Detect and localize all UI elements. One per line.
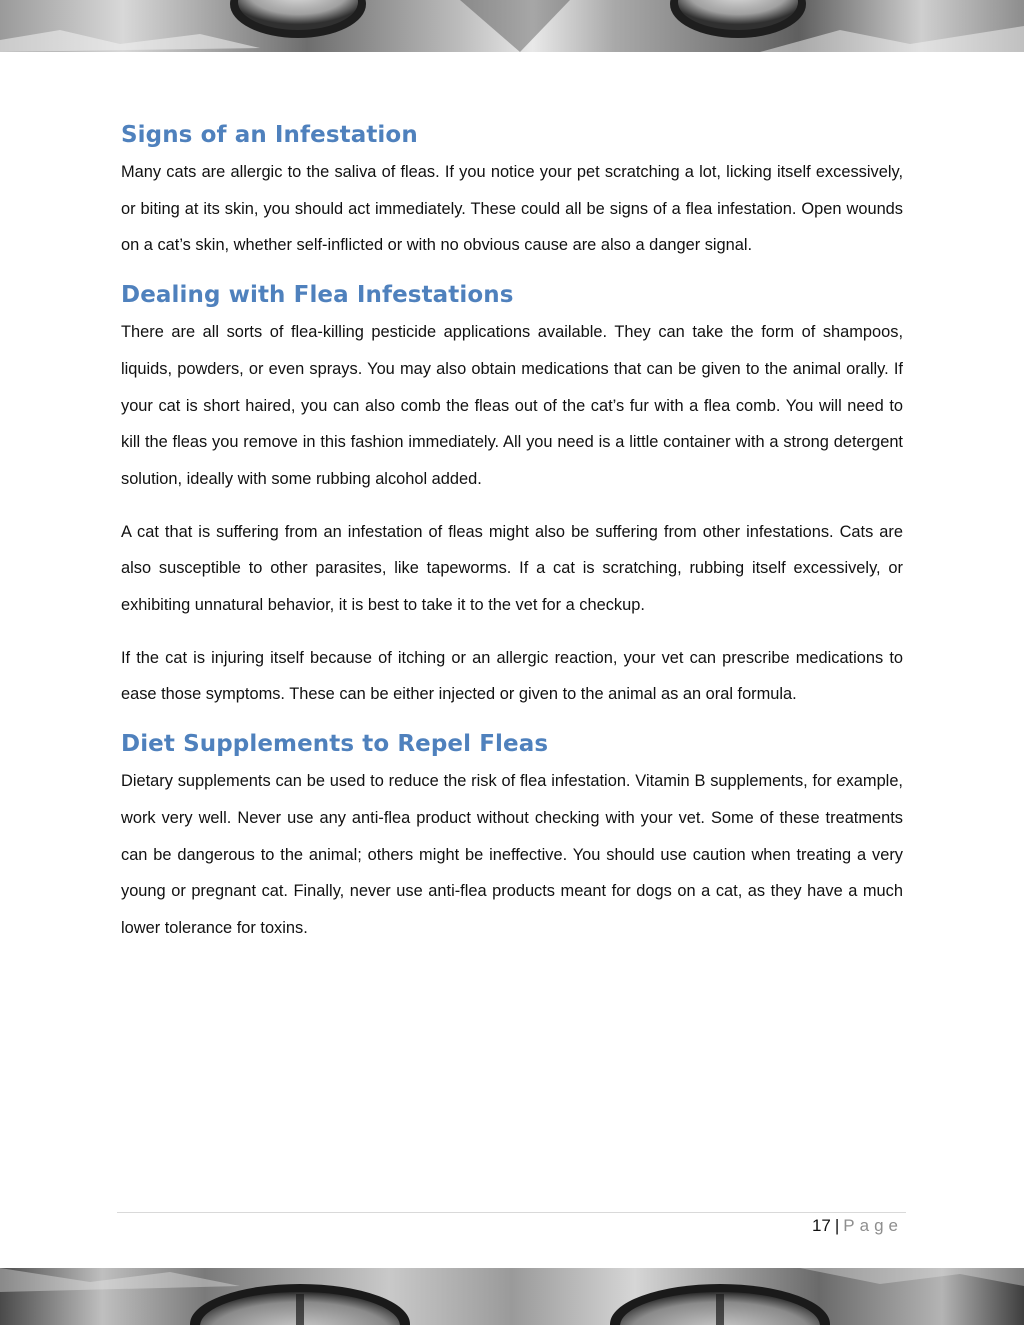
- section-diet-supplements: [121, 729, 903, 947]
- page-footer: [812, 1216, 903, 1236]
- body-paragraph: A cat that is suffering from an infestation of fleas might also be suffering from other infestations. Cats are also susceptible to other parasites, like tapeworms. If a cat is scratching, rubbing itself excessively, or exhibiting unnatural behavior, it is best to take it to the vet for a checkup.: [121, 522, 903, 615]
- footer-divider: [117, 1212, 906, 1213]
- document-body: [121, 114, 903, 947]
- footer-separator: |: [834, 1216, 840, 1235]
- cat-eyes-photo-bottom: [0, 1268, 1024, 1325]
- section-dealing-with-flea-infestations: [121, 280, 903, 713]
- bottom-cat-eyes-banner: [0, 1268, 1024, 1325]
- body-paragraph: There are all sorts of flea-killing pesticide applications available. They can take the form of shampoos, liquids, powders, or even sprays. You may also obtain medications that can be given to the animal orally. If your cat is short haired, you can also comb the fleas out of the cat’s fur with a flea comb. You will need to kill the fleas you remove in this fashion immediately. All you need is a little container with a strong detergent solution, ideally with some rubbing alcohol added.: [121, 323, 903, 488]
- page-number: 17: [811, 1216, 831, 1235]
- top-cat-eyes-banner: [0, 0, 1024, 52]
- section-signs-of-infestation: [121, 120, 903, 264]
- body-paragraph: Many cats are allergic to the saliva of fleas. If you notice your pet scratching a lot, licking itself excessively, or biting at its skin, you should act immediately. These could all be signs of a flea infestation. Open wounds on a cat’s skin, whether self-inflicted or with no obvious cause are also a danger signal.: [121, 163, 903, 255]
- section-heading: Signs of an Infestation: [121, 122, 418, 148]
- cat-eyes-photo-top: [0, 0, 1024, 52]
- section-heading: Dealing with Flea Infestations: [121, 282, 514, 309]
- body-paragraph: If the cat is injuring itself because of itching or an allergic reaction, your vet can prescribe medications to ease those symptoms. These can be either injected or given to the animal as an oral formula.: [121, 648, 903, 704]
- body-paragraph: Dietary supplements can be used to reduce the risk of flea infestation. Vitamin B supplements, for example, work very well. Never use any anti-flea product without checking with your vet. Some of these treatments can be dangerous to the animal; others might be ineffective. You should use caution when treating a very young or pregnant cat. Finally, never use anti-flea products meant for dogs on a cat, as they have a much lower tolerance for toxins.: [121, 772, 903, 937]
- page-label: Page: [843, 1216, 903, 1235]
- section-heading: Diet Supplements to Repel Fleas: [121, 731, 549, 758]
